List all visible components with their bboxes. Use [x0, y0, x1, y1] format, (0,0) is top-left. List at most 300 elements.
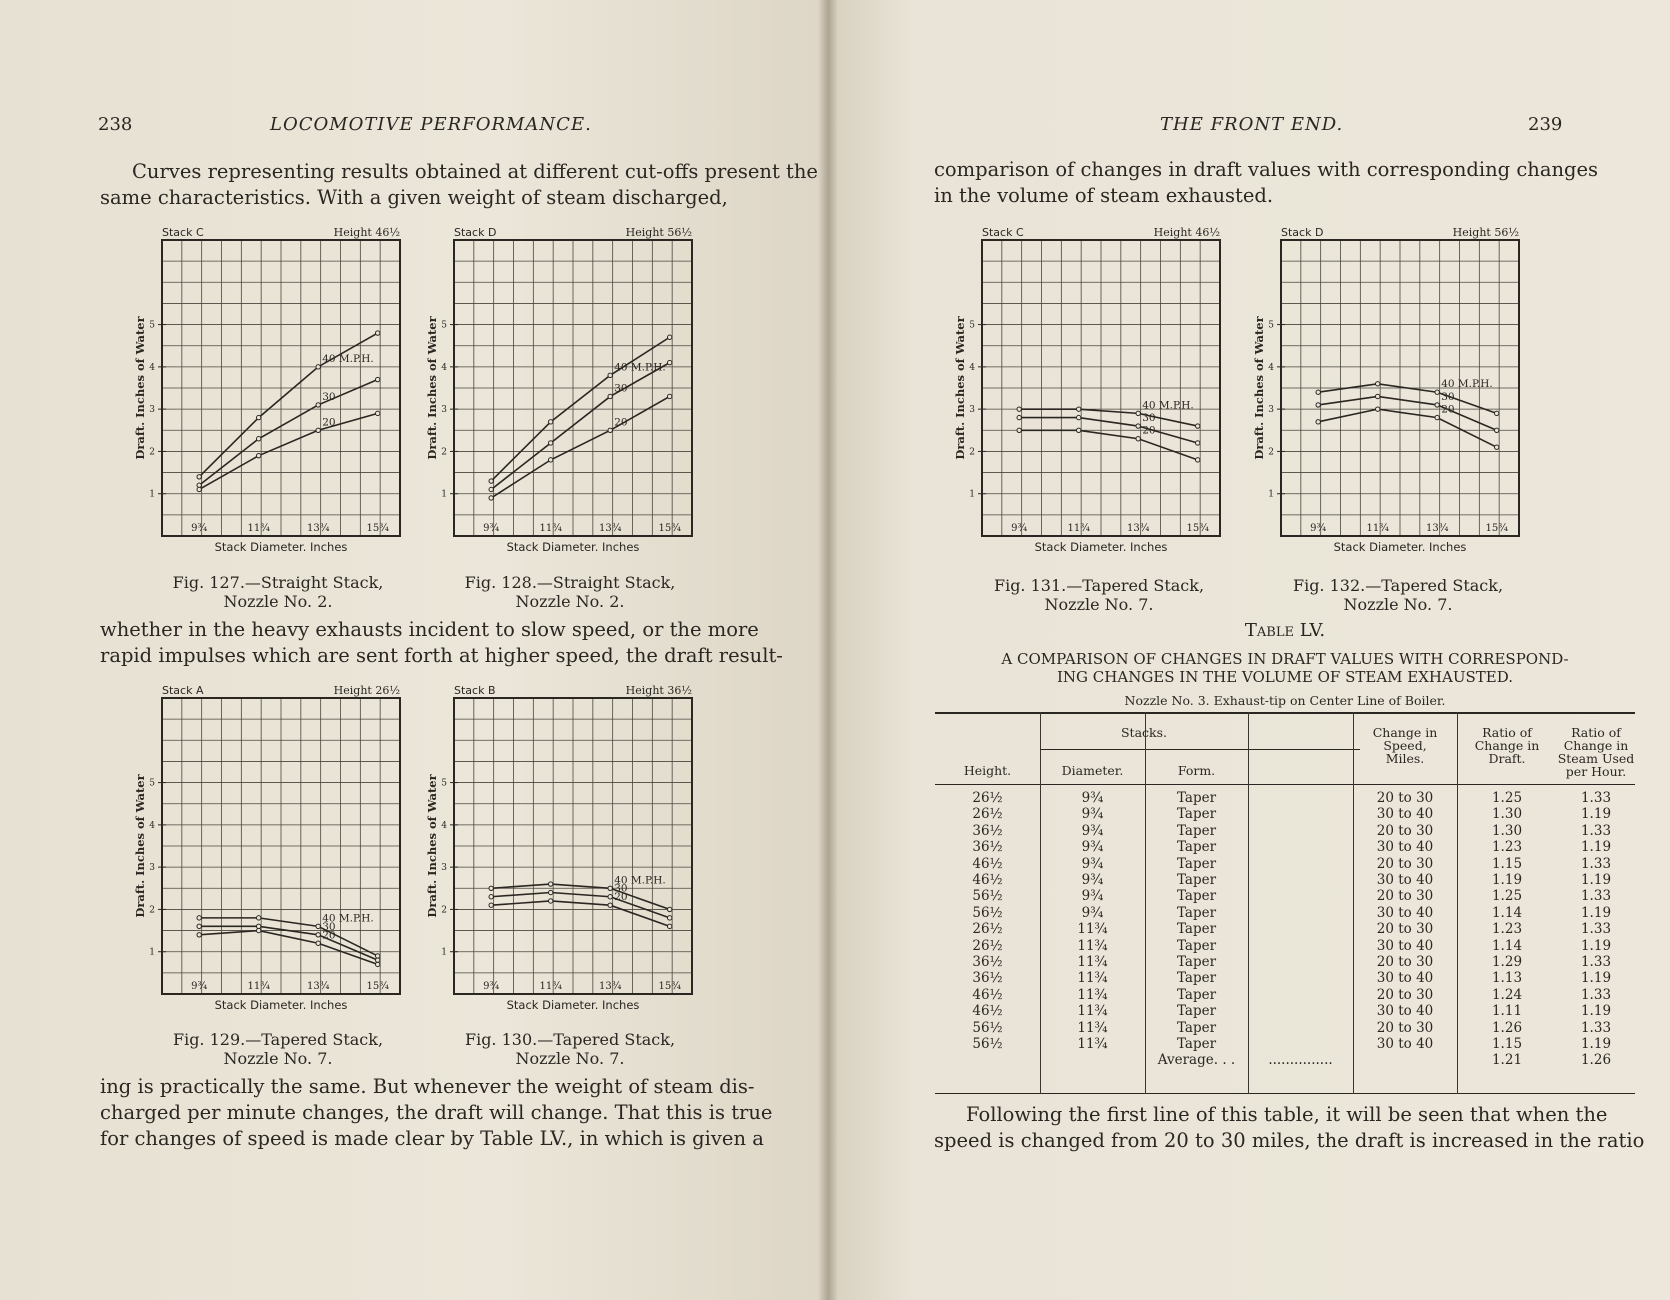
x-tick-label: 11¾: [247, 981, 270, 992]
stack-label: Stack B: [454, 684, 496, 697]
table-row: [935, 888, 1635, 905]
x-tick-label: 11¾: [247, 523, 270, 534]
data-point: [489, 895, 493, 899]
diameter-header: Diameter.: [1061, 763, 1124, 778]
stack-label: Stack C: [162, 226, 204, 239]
table-cell: Taper: [1176, 921, 1217, 938]
table-cell: Taper: [1176, 937, 1217, 954]
data-point: [1136, 437, 1140, 441]
line-chart: [948, 220, 1238, 560]
table-cell: 1.33: [1580, 921, 1612, 938]
y-tick-label: 1: [149, 489, 155, 500]
series-line: [491, 884, 670, 909]
data-point: [1316, 420, 1320, 424]
data-point: [1195, 424, 1199, 428]
table-cell: 1.15: [1491, 855, 1523, 872]
data-point: [197, 916, 201, 920]
series-label: 20: [322, 416, 336, 429]
y-tick-label: 1: [1268, 489, 1274, 500]
draft-ratio-header: [1457, 726, 1557, 765]
series-line: [199, 931, 378, 965]
data-point: [667, 335, 671, 339]
table-cell: Taper: [1176, 904, 1217, 921]
table-cell: Taper: [1176, 954, 1217, 970]
left-paragraph-1: [100, 159, 818, 211]
y-tick-label: 5: [441, 778, 447, 789]
caption-line: Fig. 128.—Straight Stack,: [464, 573, 676, 592]
y-tick-label: 5: [441, 320, 447, 331]
x-tick-label: 13¾: [598, 523, 622, 534]
data-point: [608, 394, 612, 398]
series-label: 40 M.P.H.: [614, 361, 666, 374]
stack-label: Stack D: [1281, 226, 1324, 239]
table-cell: 20 to 30: [1376, 1019, 1434, 1036]
table-cell: Taper: [1176, 872, 1217, 888]
table-cell: 56½: [972, 904, 1003, 921]
table-subtitle-2: ING CHANGES IN THE VOLUME OF STEAM EXHAUSTED.: [1057, 668, 1513, 686]
series-label: 20: [1142, 424, 1156, 437]
table-cell: 56½: [972, 1036, 1003, 1052]
y-tick-label: 3: [149, 863, 155, 874]
table-cell: 46½: [972, 855, 1003, 872]
table-cell: 1.33: [1580, 888, 1612, 905]
series-label: 20: [614, 891, 628, 904]
data-point: [316, 403, 320, 407]
x-tick-label: 11¾: [1067, 523, 1090, 534]
data-point: [316, 933, 320, 937]
x-axis-label: Stack Diameter. Inches: [506, 998, 640, 1012]
table-cell: Taper: [1176, 839, 1217, 856]
page-number-left: 238: [98, 114, 133, 135]
y-axis-label: Draft. Inches of Water: [133, 316, 147, 460]
height-label: Height 36½: [625, 684, 692, 697]
average-draft: 1.21: [1491, 1052, 1523, 1069]
x-tick-label: 11¾: [539, 523, 562, 534]
table-cell: 9¾: [1081, 855, 1104, 872]
book-gutter: [818, 0, 838, 1300]
data-point: [548, 890, 552, 894]
table-cell: 1.23: [1491, 921, 1523, 938]
data-point: [1076, 415, 1080, 419]
table-cell: 1.33: [1580, 790, 1612, 806]
data-point: [197, 487, 201, 491]
table-row: [935, 1036, 1635, 1053]
table-cell: 36½: [972, 822, 1003, 839]
data-point: [256, 928, 260, 932]
table-cell: 46½: [972, 986, 1003, 1003]
x-tick-label: 11¾: [539, 981, 562, 992]
text-line: whether in the heavy exhausts incident to slow speed, or the more: [100, 618, 759, 641]
height-label: Height 56½: [625, 226, 692, 239]
data-point: [256, 415, 260, 419]
figure-131-caption: [969, 576, 1229, 614]
series-label: 40 M.P.H.: [1142, 399, 1194, 412]
data-point: [667, 916, 671, 920]
height-label: Height 46½: [333, 226, 400, 239]
table-cell: 36½: [972, 954, 1003, 970]
series-label: 30: [614, 382, 628, 395]
data-point: [256, 453, 260, 457]
data-point: [608, 895, 612, 899]
text-line: speed is changed from 20 to 30 miles, the draft is increased in the ratio: [934, 1129, 1645, 1152]
data-point: [1136, 424, 1140, 428]
x-tick-label: 13¾: [598, 981, 622, 992]
y-tick-label: 5: [149, 778, 155, 789]
data-point: [1195, 458, 1199, 462]
table-cell: 11¾: [1077, 954, 1108, 970]
height-label: Height 46½: [1153, 226, 1220, 239]
data-point: [667, 907, 671, 911]
table-row: [935, 921, 1635, 938]
table-row: [935, 823, 1635, 840]
caption-line: Fig. 131.—Tapered Stack,: [993, 576, 1205, 595]
table-row: [935, 970, 1635, 987]
data-point: [1435, 415, 1439, 419]
line-chart: [420, 678, 710, 1018]
header-line: Speed,: [1383, 738, 1427, 753]
data-point: [316, 924, 320, 928]
data-point: [489, 479, 493, 483]
series-line: [491, 396, 670, 497]
data-point: [1375, 407, 1379, 411]
data-point: [1076, 428, 1080, 432]
data-point: [1435, 390, 1439, 394]
data-point: [1494, 428, 1498, 432]
data-point: [1017, 415, 1021, 419]
table-cell: 1.15: [1491, 1036, 1523, 1052]
x-tick-label: 9¾: [1310, 523, 1327, 534]
table-cell: Taper: [1176, 970, 1217, 987]
table-cell: 1.24: [1491, 986, 1523, 1003]
table-cell: 9¾: [1081, 790, 1104, 806]
table-cell: 11¾: [1077, 1019, 1108, 1036]
data-point: [375, 962, 379, 966]
y-tick-label: 1: [969, 489, 975, 500]
text-line: Curves representing results obtained at different cut-offs present the: [132, 160, 818, 183]
table-cell: 26½: [972, 937, 1003, 954]
figure-129-caption: [148, 1030, 408, 1068]
table-cell: 1.23: [1491, 839, 1523, 856]
table-group-rule: [1040, 749, 1360, 750]
y-tick-label: 2: [441, 905, 447, 916]
table-cell: 9¾: [1081, 806, 1104, 823]
y-axis-label: Draft. Inches of Water: [425, 316, 439, 460]
y-axis-label: Draft. Inches of Water: [953, 316, 967, 460]
caption-line: Nozzle No. 2.: [515, 592, 625, 611]
table-cell: 56½: [972, 1019, 1003, 1036]
table-cell: 1.25: [1491, 888, 1523, 905]
data-point: [1136, 411, 1140, 415]
series-line: [1318, 409, 1497, 447]
table-average-row: [935, 1052, 1635, 1069]
caption-line: Nozzle No. 7.: [1044, 595, 1154, 614]
data-point: [256, 916, 260, 920]
data-point: [489, 903, 493, 907]
average-label: Average. . .: [1157, 1052, 1236, 1069]
table-cell: 1.11: [1491, 1003, 1523, 1020]
data-point: [548, 882, 552, 886]
y-tick-label: 1: [149, 947, 155, 958]
table-cell: 36½: [972, 839, 1003, 856]
table-cell: 20 to 30: [1376, 855, 1434, 872]
right-paragraph-1: [934, 157, 1599, 209]
data-point: [608, 903, 612, 907]
table-cell: 1.19: [1580, 872, 1612, 888]
header-line: Draft.: [1488, 751, 1526, 766]
table-cell: 11¾: [1077, 986, 1108, 1003]
series-label: 30: [1142, 412, 1156, 425]
line-chart: [128, 678, 418, 1018]
table-cell: 1.19: [1580, 1003, 1612, 1020]
table-cell: 20 to 30: [1376, 986, 1434, 1003]
data-point: [375, 377, 379, 381]
table-cell: 20 to 30: [1376, 790, 1434, 806]
stack-label: Stack C: [982, 226, 1024, 239]
left-paragraph-2: [100, 617, 783, 669]
caption-line: Fig. 130.—Tapered Stack,: [464, 1030, 676, 1049]
table-cell: 1.19: [1580, 839, 1612, 856]
series-label: 30: [614, 882, 628, 895]
data-point: [197, 933, 201, 937]
caption-line: Nozzle No. 7.: [515, 1049, 625, 1068]
table-cell: Taper: [1176, 790, 1217, 806]
series-line: [491, 893, 670, 918]
average-leader-dots: ...............: [1268, 1052, 1333, 1069]
x-tick-label: 15¾: [366, 523, 389, 534]
table-cell: 20 to 30: [1376, 921, 1434, 938]
y-tick-label: 3: [149, 405, 155, 416]
table-cell: 26½: [972, 790, 1003, 806]
running-head-right: THE FRONT END.: [1160, 114, 1344, 135]
table-cell: Taper: [1176, 1019, 1217, 1036]
header-line: Change in: [1372, 725, 1438, 740]
x-tick-label: 13¾: [1126, 523, 1150, 534]
text-line: same characteristics. With a given weight of steam discharged,: [100, 186, 728, 209]
table-cell: 1.19: [1580, 806, 1612, 823]
data-point: [489, 487, 493, 491]
data-point: [608, 886, 612, 890]
data-point: [1494, 411, 1498, 415]
table-cell: 30 to 40: [1376, 937, 1434, 954]
table-cell: 1.29: [1491, 954, 1523, 970]
table-cell: 1.14: [1491, 937, 1523, 954]
data-point: [316, 365, 320, 369]
data-point: [1076, 407, 1080, 411]
table-row: [935, 1003, 1635, 1020]
data-point: [667, 924, 671, 928]
table-cell: 9¾: [1081, 888, 1104, 905]
table-cell: 26½: [972, 806, 1003, 823]
height-label: Height 26½: [333, 684, 400, 697]
height-header: Height.: [963, 763, 1012, 778]
y-tick-label: 2: [149, 447, 155, 458]
stack-label: Stack A: [162, 684, 204, 697]
table-cell: 9¾: [1081, 904, 1104, 921]
figure-128: [420, 220, 710, 560]
table-cell: 1.33: [1580, 1019, 1612, 1036]
data-point: [1195, 441, 1199, 445]
table-cell: 1.33: [1580, 986, 1612, 1003]
header-line: per Hour.: [1565, 764, 1627, 779]
y-axis-label: Draft. Inches of Water: [133, 774, 147, 918]
y-tick-label: 2: [969, 447, 975, 458]
figure-129: [128, 678, 418, 1018]
table-row: [935, 987, 1635, 1004]
left-paragraph-3: [100, 1074, 773, 1152]
data-point: [1316, 390, 1320, 394]
y-tick-label: 2: [149, 905, 155, 916]
table-cell: 20 to 30: [1376, 822, 1434, 839]
data-point: [197, 475, 201, 479]
series-label: 40 M.P.H.: [322, 912, 374, 925]
form-header: Form.: [1177, 763, 1216, 778]
header-line: Miles.: [1385, 751, 1425, 766]
data-point: [1435, 403, 1439, 407]
y-tick-label: 3: [1268, 405, 1274, 416]
table-cell: 56½: [972, 888, 1003, 905]
data-point: [489, 886, 493, 890]
y-tick-label: 2: [441, 447, 447, 458]
series-label: 30: [322, 920, 336, 933]
figure-127: [128, 220, 418, 560]
table-lv: [935, 712, 1635, 1094]
table-cell: 30 to 40: [1376, 872, 1434, 888]
y-tick-label: 5: [149, 320, 155, 331]
data-point: [316, 428, 320, 432]
y-tick-label: 4: [441, 820, 447, 831]
data-point: [316, 941, 320, 945]
table-row: [935, 1020, 1635, 1037]
x-tick-label: 9¾: [483, 523, 500, 534]
table-cell: 9¾: [1081, 872, 1104, 888]
x-tick-label: 15¾: [658, 523, 681, 534]
height-label: Height 56½: [1452, 226, 1519, 239]
table-cell: Taper: [1176, 822, 1217, 839]
stacks-group-header: Stacks.: [1120, 725, 1167, 740]
x-tick-label: 13¾: [306, 981, 330, 992]
table-cell: 9¾: [1081, 839, 1104, 856]
series-line: [491, 901, 670, 926]
header-line: Ratio of: [1482, 725, 1532, 740]
table-cell: 1.30: [1491, 806, 1523, 823]
caption-line: Fig. 129.—Tapered Stack,: [172, 1030, 384, 1049]
table-cell: 11¾: [1077, 1003, 1108, 1020]
table-cell: 1.19: [1491, 872, 1523, 888]
table-cell: Taper: [1176, 1036, 1217, 1052]
table-row: [935, 905, 1635, 922]
text-line: charged per minute changes, the draft will change. That this is true: [100, 1101, 773, 1124]
table-row: [935, 872, 1635, 889]
x-tick-label: 15¾: [658, 981, 681, 992]
table-cell: 1.19: [1580, 937, 1612, 954]
data-point: [548, 458, 552, 462]
table-cell: 1.19: [1580, 1036, 1612, 1052]
table-row: [935, 790, 1635, 807]
series-label: 20: [322, 929, 336, 942]
table-row: [935, 954, 1635, 971]
data-point: [548, 441, 552, 445]
y-tick-label: 1: [441, 489, 447, 500]
x-tick-label: 15¾: [366, 981, 389, 992]
table-cell: Taper: [1176, 888, 1217, 905]
header-line: Ratio of: [1571, 725, 1621, 740]
y-tick-label: 3: [969, 405, 975, 416]
y-tick-label: 4: [441, 362, 447, 373]
data-point: [375, 331, 379, 335]
data-point: [608, 373, 612, 377]
series-line: [199, 380, 378, 486]
y-tick-label: 4: [969, 362, 975, 373]
figure-132-caption: [1268, 576, 1528, 614]
table-cell: 1.30: [1491, 822, 1523, 839]
caption-line: Nozzle No. 7.: [1343, 595, 1453, 614]
table-cell: 11¾: [1077, 937, 1108, 954]
text-line: for changes of speed is made clear by Table LV., in which is given a: [100, 1127, 764, 1150]
table-row: [935, 839, 1635, 856]
table-cell: 46½: [972, 1003, 1003, 1020]
table-cell: 1.19: [1580, 970, 1612, 987]
y-tick-label: 5: [1268, 320, 1274, 331]
series-label: 40 M.P.H.: [614, 874, 666, 887]
table-cell: 26½: [972, 921, 1003, 938]
table-cell: 11¾: [1077, 1036, 1108, 1052]
series-label: 40 M.P.H.: [1441, 378, 1493, 391]
series-label: 20: [614, 416, 628, 429]
table-cell: 1.14: [1491, 904, 1523, 921]
data-point: [1375, 394, 1379, 398]
running-head-left: LOCOMOTIVE PERFORMANCE.: [270, 114, 592, 135]
series-line: [491, 363, 670, 490]
x-tick-label: 9¾: [483, 981, 500, 992]
table-cell: 30 to 40: [1376, 904, 1434, 921]
table-cell: 30 to 40: [1376, 1036, 1434, 1052]
table-row: [935, 806, 1635, 823]
x-axis-label: Stack Diameter. Inches: [506, 540, 640, 554]
data-point: [667, 360, 671, 364]
data-point: [256, 437, 260, 441]
series-label: 30: [1441, 390, 1455, 403]
caption-line: Nozzle No. 2.: [223, 592, 333, 611]
table-cell: 11¾: [1077, 970, 1108, 987]
table-cell: 1.19: [1580, 904, 1612, 921]
figure-130: [420, 678, 710, 1018]
data-point: [548, 420, 552, 424]
data-point: [375, 411, 379, 415]
x-axis-label: Stack Diameter. Inches: [214, 998, 348, 1012]
page-number-right: 239: [1528, 114, 1563, 135]
figure-131: [948, 220, 1238, 560]
data-point: [1017, 428, 1021, 432]
table-cell: 1.33: [1580, 822, 1612, 839]
stack-label: Stack D: [454, 226, 497, 239]
x-axis-label: Stack Diameter. Inches: [1034, 540, 1168, 554]
header-line: Change in: [1563, 738, 1629, 753]
text-line: comparison of changes in draft values with corresponding changes: [934, 158, 1599, 181]
data-point: [1316, 403, 1320, 407]
caption-line: Fig. 127.—Straight Stack,: [172, 573, 384, 592]
table-cell: 30 to 40: [1376, 839, 1434, 856]
right-paragraph-2: [934, 1102, 1645, 1154]
y-tick-label: 5: [969, 320, 975, 331]
text-line: Following the first line of this table, it will be seen that when the: [966, 1103, 1608, 1126]
caption-line: Fig. 132.—Tapered Stack,: [1292, 576, 1504, 595]
header-line: Steam Used: [1557, 751, 1635, 766]
table-cell: 1.25: [1491, 790, 1523, 806]
text-line: in the volume of steam exhausted.: [934, 184, 1274, 207]
line-chart: [128, 220, 418, 560]
y-tick-label: 4: [149, 820, 155, 831]
table-cell: 20 to 30: [1376, 954, 1434, 970]
